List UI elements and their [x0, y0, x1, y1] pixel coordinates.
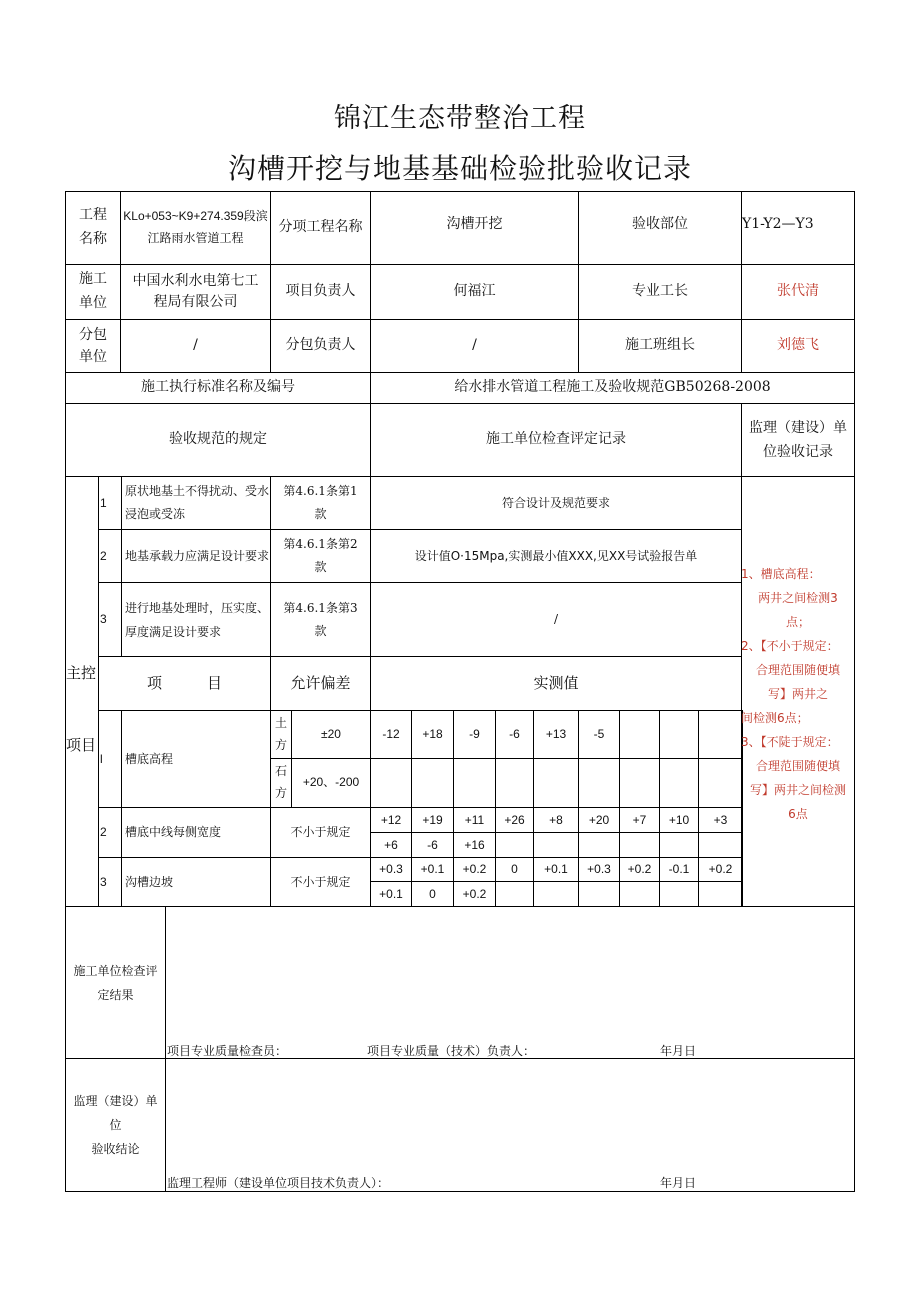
- measured-value-cell: [698, 832, 743, 858]
- item-clause: 第4.6.1条第3款: [270, 582, 371, 657]
- measured-value-cell: +13: [533, 710, 579, 759]
- measured-value-cell: [453, 758, 496, 808]
- item-description: 地基承载力应满足设计要求: [121, 529, 271, 583]
- measured-value-cell: +18: [411, 710, 454, 759]
- spec-header: 验收规范的规定: [65, 403, 371, 477]
- measured-value-cell: -12: [370, 710, 412, 759]
- measured-value-cell: [659, 710, 699, 759]
- note-line: 1、槽底高程：: [741, 567, 821, 581]
- measured-value-cell: [698, 710, 743, 759]
- measured-value-cell: +3: [698, 807, 743, 833]
- measured-value-cell: [619, 758, 660, 808]
- item-result: 设计值O·15Mpa,实测最小值XXX,见XX号试验报告单: [370, 529, 742, 583]
- measured-value-cell: +19: [411, 807, 454, 833]
- measured-value-cell: [578, 881, 620, 907]
- contractor-label: 施工单位: [65, 264, 121, 320]
- measured-value-cell: [698, 881, 743, 907]
- project-name-label: 工程名称: [65, 191, 121, 265]
- contractor-value: 中国水利水电第七工程局有限公司: [120, 264, 271, 320]
- measured-value-cell: +16: [453, 832, 496, 858]
- sub-project-label: 分项工程名称: [270, 191, 371, 265]
- main-control-label-a: 主控: [66, 664, 97, 682]
- measured-value-cell: +0.3: [370, 857, 412, 882]
- measure-tolerance: 不小于规定: [270, 807, 371, 858]
- standard-label: 施工执行标准名称及编号: [65, 372, 371, 404]
- standard-value: 给水排水管道工程施工及验收规范GB50268-2008: [370, 372, 855, 404]
- tech-lead-signature-label: 项目专业质量（技术）负责人：: [367, 1044, 536, 1058]
- note-line: 6点: [788, 807, 808, 821]
- measured-value-cell: [495, 758, 534, 808]
- measured-value-cell: +0.1: [370, 881, 412, 907]
- note-line: 3、【不陡于规定：: [741, 735, 839, 749]
- project-name-value: KLo+053~K9+274.359段滨江路雨水管道工程: [120, 191, 271, 265]
- measured-value-cell: +10: [659, 807, 699, 833]
- project-manager-label: 项目负责人: [270, 264, 371, 320]
- measured-value-cell: -5: [578, 710, 620, 759]
- measure-header-item: 项 目: [98, 656, 271, 711]
- team-leader-label: 施工班组长: [578, 319, 742, 373]
- supervisor-conclusion-label-line: 验收结论: [91, 1142, 140, 1156]
- item-clause: 第4.6.1条第2款: [270, 529, 371, 583]
- measure-number: 3: [98, 857, 122, 907]
- measured-value-cell: [659, 832, 699, 858]
- measured-value-cell: [533, 758, 579, 808]
- date-label: 年月日: [660, 1044, 697, 1058]
- contractor-result-cell: [165, 906, 855, 1059]
- contractor-result-label: 施工单位检查评定结果: [65, 906, 166, 1059]
- measure-name: 槽底中线每侧宽度: [121, 807, 271, 858]
- measured-value-cell: +20: [578, 807, 620, 833]
- supervisor-header: 监理（建设）单位验收记录: [741, 403, 855, 477]
- measure-subtype: 石方: [270, 758, 292, 808]
- measured-value-cell: [533, 832, 579, 858]
- sub-project-value: 沟槽开挖: [370, 191, 579, 265]
- inspector-signature-label: 项目专业质量检查员：: [167, 1044, 288, 1058]
- item-number: 3: [98, 582, 122, 657]
- measured-value-cell: +0.2: [619, 857, 660, 882]
- measured-value-cell: [619, 832, 660, 858]
- note-line: 间检测6点；: [741, 711, 809, 725]
- measure-subtype: 土方: [270, 710, 292, 759]
- measured-value-cell: +0.1: [533, 857, 579, 882]
- measure-tolerance: ±20: [291, 710, 371, 759]
- date-label: 年月日: [660, 1176, 697, 1190]
- measure-number: l: [98, 710, 122, 808]
- measured-value-cell: +0.3: [578, 857, 620, 882]
- supervisor-conclusion-cell: [165, 1058, 855, 1192]
- measure-header-tolerance: 允许偏差: [270, 656, 371, 711]
- measure-tolerance: +20、-200: [291, 758, 371, 808]
- measured-value-cell: [619, 710, 660, 759]
- note-line: 合理范围随便填: [755, 663, 840, 677]
- measured-value-cell: +0.2: [698, 857, 743, 882]
- item-number: 1: [98, 476, 122, 530]
- note-line: 写】两井之: [767, 687, 828, 701]
- item-clause: 第4.6.1条第1款: [270, 476, 371, 530]
- main-control-label-b: 项目: [66, 736, 97, 754]
- note-line: 合理范围随便填: [755, 759, 840, 773]
- note-line: 点；: [785, 615, 810, 629]
- document-title-2: 沟槽开挖与地基基础检验批验收记录: [227, 152, 692, 185]
- project-manager-value: 何福江: [370, 264, 579, 320]
- sub-manager-label: 分包负责人: [270, 319, 371, 373]
- measured-value-cell: -6: [411, 832, 454, 858]
- measured-value-cell: -9: [453, 710, 496, 759]
- note-line: 2、【不小于规定：: [741, 639, 839, 653]
- acceptance-part-value: Y1-Y2—Y3: [741, 191, 855, 265]
- measure-tolerance: 不小于规定: [270, 857, 371, 907]
- measured-value-cell: +7: [619, 807, 660, 833]
- item-result: 符合设计及规范要求: [370, 476, 742, 530]
- note-line: 两井之间检测3: [758, 591, 838, 605]
- document-title-1: 锦江生态带整治工程: [334, 103, 586, 134]
- subcontractor-value: /: [120, 319, 271, 373]
- measured-value-cell: +6: [370, 832, 412, 858]
- supervisor-conclusion-label: [65, 1058, 166, 1192]
- measured-value-cell: [533, 881, 579, 907]
- measured-value-cell: +0.2: [453, 857, 496, 882]
- measured-value-cell: [495, 832, 534, 858]
- measured-value-cell: [578, 832, 620, 858]
- supervisor-notes: [741, 562, 855, 826]
- foreman-value: 张代清: [741, 264, 855, 320]
- measured-value-cell: +11: [453, 807, 496, 833]
- team-leader-value: 刘德飞: [741, 319, 855, 373]
- measured-value-cell: 0: [411, 881, 454, 907]
- measure-name: 槽底高程: [121, 710, 271, 808]
- measure-name: 沟槽边坡: [121, 857, 271, 907]
- item-result: /: [370, 582, 742, 657]
- item-number: 2: [98, 529, 122, 583]
- note-line: 写】两井之间检测: [749, 783, 846, 797]
- measured-value-cell: +0.2: [453, 881, 496, 907]
- measured-value-cell: [370, 758, 412, 808]
- measured-value-cell: +0.1: [411, 857, 454, 882]
- measured-value-cell: [698, 758, 743, 808]
- item-description: 进行地基处理时，压实度、厚度满足设计要求: [121, 582, 271, 657]
- item-description: 原状地基土不得扰动、受水浸泡或受冻: [121, 476, 271, 530]
- subcontractor-label: 分包单位: [65, 319, 121, 373]
- measure-number: 2: [98, 807, 122, 858]
- measured-value-cell: [659, 881, 699, 907]
- measured-value-cell: -0.1: [659, 857, 699, 882]
- measured-value-cell: [659, 758, 699, 808]
- sub-manager-value: /: [370, 319, 579, 373]
- acceptance-part-label: 验收部位: [578, 191, 742, 265]
- supervisor-conclusion-label-line: 监理（建设）单位: [73, 1094, 158, 1132]
- measured-value-cell: [619, 881, 660, 907]
- measured-value-cell: [578, 758, 620, 808]
- measure-header-measured: 实测值: [370, 656, 742, 711]
- check-header: 施工单位检查评定记录: [370, 403, 742, 477]
- measured-value-cell: +26: [495, 807, 534, 833]
- main-control-column: [65, 476, 99, 907]
- measured-value-cell: [495, 881, 534, 907]
- measured-value-cell: -6: [495, 710, 534, 759]
- engineer-signature-label: 监理工程师（建设单位项目技术负责人）：: [167, 1176, 390, 1190]
- measured-value-cell: 0: [495, 857, 534, 882]
- foreman-label: 专业工长: [578, 264, 742, 320]
- measured-value-cell: +8: [533, 807, 579, 833]
- measured-value-cell: [411, 758, 454, 808]
- measured-value-cell: +12: [370, 807, 412, 833]
